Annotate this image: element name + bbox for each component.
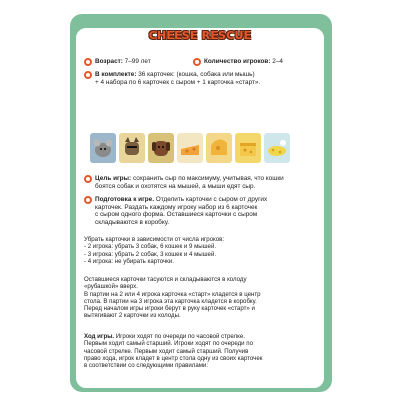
players-value: 2–4 xyxy=(272,58,283,65)
shuffle-line: Оставшиеся карточки тасуются и складываются в колоду xyxy=(84,276,247,283)
remove-line: - 2 игрока: убрать 3 собак, 6 кошек и 9 мышей. xyxy=(84,243,217,251)
moves-line: Игроки ходят по очереди по часовой стрелке. xyxy=(115,333,245,340)
contents-row xyxy=(95,71,320,86)
mouse-card-image xyxy=(90,133,116,163)
contents-line1: 36 карточек: (кошка, собака или мышь) xyxy=(138,71,255,78)
prep-line: карточек. Раздать каждому игроку набор из 6 карточек xyxy=(95,203,258,211)
goal-icon xyxy=(84,175,92,183)
cheese-card-image-4 xyxy=(264,133,290,163)
contents-label: В комплекте: xyxy=(95,71,137,78)
moves-line: право хода, игрок кладет в центр стола одну из своих карточек xyxy=(84,354,263,362)
age-row xyxy=(95,58,151,66)
goal-label: Цель игры: xyxy=(95,175,132,182)
contents-icon xyxy=(84,71,92,79)
dog-card-image xyxy=(148,133,174,163)
remove-line: - 4 игрока: не убирать карточки. xyxy=(84,257,174,265)
shuffle-line: Перед началом игры игроки берут в руку карточек «старт» и xyxy=(84,305,255,313)
prep-line: с сыром одного форма. Оставшиеся карточки с сыром xyxy=(95,211,258,219)
players-row xyxy=(204,58,283,66)
age-label: Возраст: xyxy=(95,58,123,65)
shuffle-line: В партии на 2 или 4 игрока карточка «старт» кладется в центр xyxy=(84,290,261,298)
cat-card-image xyxy=(119,133,145,163)
goal-row xyxy=(95,175,320,190)
game-title: CHEESE RESCUE xyxy=(148,29,252,42)
shuffle-block xyxy=(84,276,316,320)
moves-line: в соответствии со следующими правилами: xyxy=(84,362,209,370)
cheese-card-image-3 xyxy=(235,133,261,163)
rules-panel xyxy=(76,28,324,388)
prep-row xyxy=(95,196,320,226)
prep-line: Отделить карточки с сыром от других xyxy=(155,196,268,203)
shuffle-line: «рубашкой» вверх. xyxy=(84,283,138,291)
goal-text1: сохранить сыр по максимуму, учитывая, что кошки xyxy=(132,175,284,182)
shuffle-line: стола. В партии на 3 игрока эта карточка кладется в коробку. xyxy=(84,297,257,305)
moves-label: Ход игры. xyxy=(84,333,115,340)
cheese-card-image-2 xyxy=(206,133,232,163)
age-icon xyxy=(84,58,92,66)
age-value: 7–99 лет xyxy=(124,58,151,65)
cheese-card-image-1 xyxy=(177,133,203,163)
remove-block xyxy=(84,236,316,265)
prep-line: складываются в коробку. xyxy=(95,218,170,226)
remove-line: - 3 игрока: убрать 2 собак, 3 кошек и 4 мышей. xyxy=(84,250,217,258)
contents-line2: + 4 набора по 6 карточек с сыром + 1 карточка «старт». xyxy=(95,78,261,86)
prep-icon xyxy=(84,196,92,204)
remove-line: Убрать карточки в зависимости от числа игроков: xyxy=(84,236,225,243)
players-label: Количество игроков: xyxy=(204,58,271,65)
goal-text2: боятся собак и охотятся на мышей, а мыши едят сыр. xyxy=(95,182,256,190)
prep-label: Подготовка к игре. xyxy=(95,196,154,203)
shuffle-line: вытягивают 2 карточки из колоды. xyxy=(84,312,181,320)
moves-line: Первым ходит самый старший. Игроки ходят по очереди по xyxy=(84,340,253,348)
players-icon xyxy=(193,58,201,66)
moves-line: часовой стрелке. Первым ходит самый старший. Получив xyxy=(84,347,249,355)
moves-block xyxy=(84,333,316,369)
